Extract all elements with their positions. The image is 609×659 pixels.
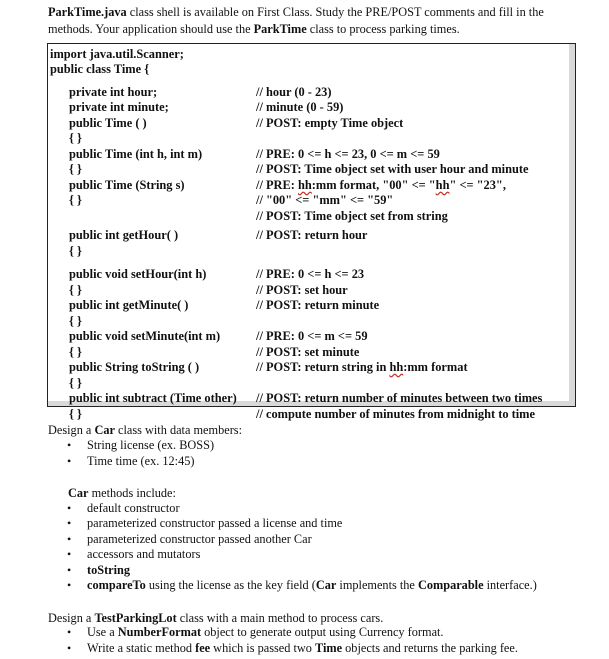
car-class-name: Car (315, 578, 337, 592)
code-comment: // PRE: 0 <= h <= 23 (256, 267, 365, 281)
method-item (87, 578, 537, 593)
method-body-braces: { } (69, 193, 82, 207)
box-shadow-right (569, 44, 575, 406)
bullet-icon: • (67, 438, 72, 452)
member-item: Time time (ex. 12:45) (87, 454, 195, 468)
code-declaration: public String toString ( ) (69, 360, 200, 374)
method-item: default constructor (87, 501, 180, 515)
method-item: parameterized constructor passed a license and time (87, 516, 343, 530)
code-declaration: public int getHour( ) (69, 228, 179, 242)
method-item (87, 563, 130, 578)
code-declaration: private int minute; (69, 100, 169, 114)
import-line: import java.util.Scanner; (50, 47, 184, 61)
code-declaration: public Time (int h, int m) (69, 147, 203, 161)
lot-item-c: objects and returns the parking fee. (342, 641, 518, 655)
member-item: String license (ex. BOSS) (87, 438, 215, 452)
comment-part: " <= "23", (449, 178, 506, 192)
code-comment (256, 178, 506, 193)
lot-item-a: Use a (87, 625, 118, 639)
bullet-icon: • (67, 578, 72, 592)
lot-intro-b: class with a main method to process cars. (176, 611, 384, 625)
code-comment: // POST: set minute (256, 345, 360, 359)
car-intro (48, 422, 242, 438)
comment-part: // POST: return string in (256, 360, 390, 374)
car-class-name: Car (94, 423, 115, 437)
code-comment: // hour (0 - 23) (256, 85, 332, 99)
class-name: ParkTime (253, 22, 307, 36)
code-comment: // POST: empty Time object (256, 116, 404, 130)
method-body-braces: { } (69, 131, 82, 145)
compareto-text: using the license as the key field ( (145, 578, 316, 592)
code-comment: // POST: return number of minutes between two times (256, 391, 543, 405)
numberformat-label: NumberFormat (117, 625, 202, 639)
code-comment: // minute (0 - 59) (256, 100, 344, 114)
bullet-icon: • (67, 547, 72, 561)
code-declaration: public void setHour(int h) (69, 267, 207, 281)
compareto-text-c: interface.) (483, 578, 537, 592)
code-comment: // POST: return minute (256, 298, 380, 312)
spellcheck-word: hh (298, 178, 312, 192)
method-body-braces: { } (69, 283, 82, 297)
lot-item-a: Write a static method (87, 641, 196, 655)
bullet-icon: • (67, 501, 72, 515)
car-class-name: Car (68, 486, 89, 500)
code-declaration: public int subtract (Time other) (69, 391, 237, 405)
bullet-icon: • (67, 532, 72, 546)
comment-part: :mm format (403, 360, 468, 374)
lot-intro-a: Design a (48, 611, 95, 625)
method-body-braces: { } (69, 244, 82, 258)
method-body-braces: { } (69, 162, 82, 176)
intro-paragraph (48, 4, 588, 38)
car-intro-a: Design a (48, 423, 95, 437)
method-body-braces: { } (69, 376, 82, 390)
code-declaration: private int hour; (69, 85, 158, 99)
car-methods-heading (68, 485, 176, 501)
comment-part: :mm format, "00" <= " (311, 178, 436, 192)
bullet-icon: • (67, 625, 72, 639)
code-comment (256, 360, 468, 375)
method-body-braces: { } (69, 345, 82, 359)
methods-heading-text: methods include: (88, 486, 176, 500)
compareto-label: compareTo (87, 578, 146, 592)
time-label: Time (314, 641, 343, 655)
bullet-icon: • (67, 516, 72, 530)
compareto-text-b: implements the (336, 578, 418, 592)
lot-item-b: object to generate output using Currency format. (201, 625, 444, 639)
lot-intro (48, 610, 383, 626)
bullet-icon: • (67, 641, 72, 655)
code-declaration: public int getMinute( ) (69, 298, 189, 312)
code-comment: // "00" <= "mm" <= "59" (256, 193, 394, 207)
lot-class-name: TestParkingLot (94, 611, 177, 625)
intro-text: class shell is available on First Class. Study the PRE/POST comments and fill in the methods. Your application should use the (48, 5, 544, 36)
method-body-braces: { } (69, 407, 82, 421)
spellcheck-word: hh (389, 360, 404, 374)
code-comment: // compute number of minutes from midnight to time (256, 407, 536, 421)
lot-item (87, 641, 518, 656)
filename: ParkTime.java (48, 5, 127, 19)
code-comment: // POST: set hour (256, 283, 348, 297)
code-comment: // POST: Time object set with user hour and minute (256, 162, 529, 176)
method-item: accessors and mutators (87, 547, 201, 561)
code-box (47, 43, 576, 421)
class-declaration: public class Time { (50, 62, 150, 76)
lot-item-b: which is passed two (210, 641, 315, 655)
method-item: parameterized constructor passed another Car (87, 532, 312, 546)
spellcheck-word: hh (435, 178, 450, 192)
intro-text-end: class to process parking times. (306, 22, 460, 36)
car-intro-b: class with data members: (114, 423, 242, 437)
lot-item (87, 625, 444, 640)
bullet-icon: • (67, 454, 72, 468)
method-body-braces: { } (69, 314, 82, 328)
code-comment: // POST: Time object set from string (256, 209, 448, 223)
code-declaration: public Time (String s) (69, 178, 185, 192)
code-declaration: public Time ( ) (69, 116, 147, 130)
comparable-label: Comparable (417, 578, 484, 592)
code-comment: // PRE: 0 <= m <= 59 (256, 329, 368, 343)
tostring-label: toString (87, 563, 131, 577)
fee-label: fee (195, 641, 211, 655)
code-declaration: public void setMinute(int m) (69, 329, 221, 343)
bullet-icon: • (67, 563, 72, 577)
code-comment: // POST: return hour (256, 228, 368, 242)
code-comment: // PRE: 0 <= h <= 23, 0 <= m <= 59 (256, 147, 440, 161)
comment-part: // PRE: (256, 178, 298, 192)
